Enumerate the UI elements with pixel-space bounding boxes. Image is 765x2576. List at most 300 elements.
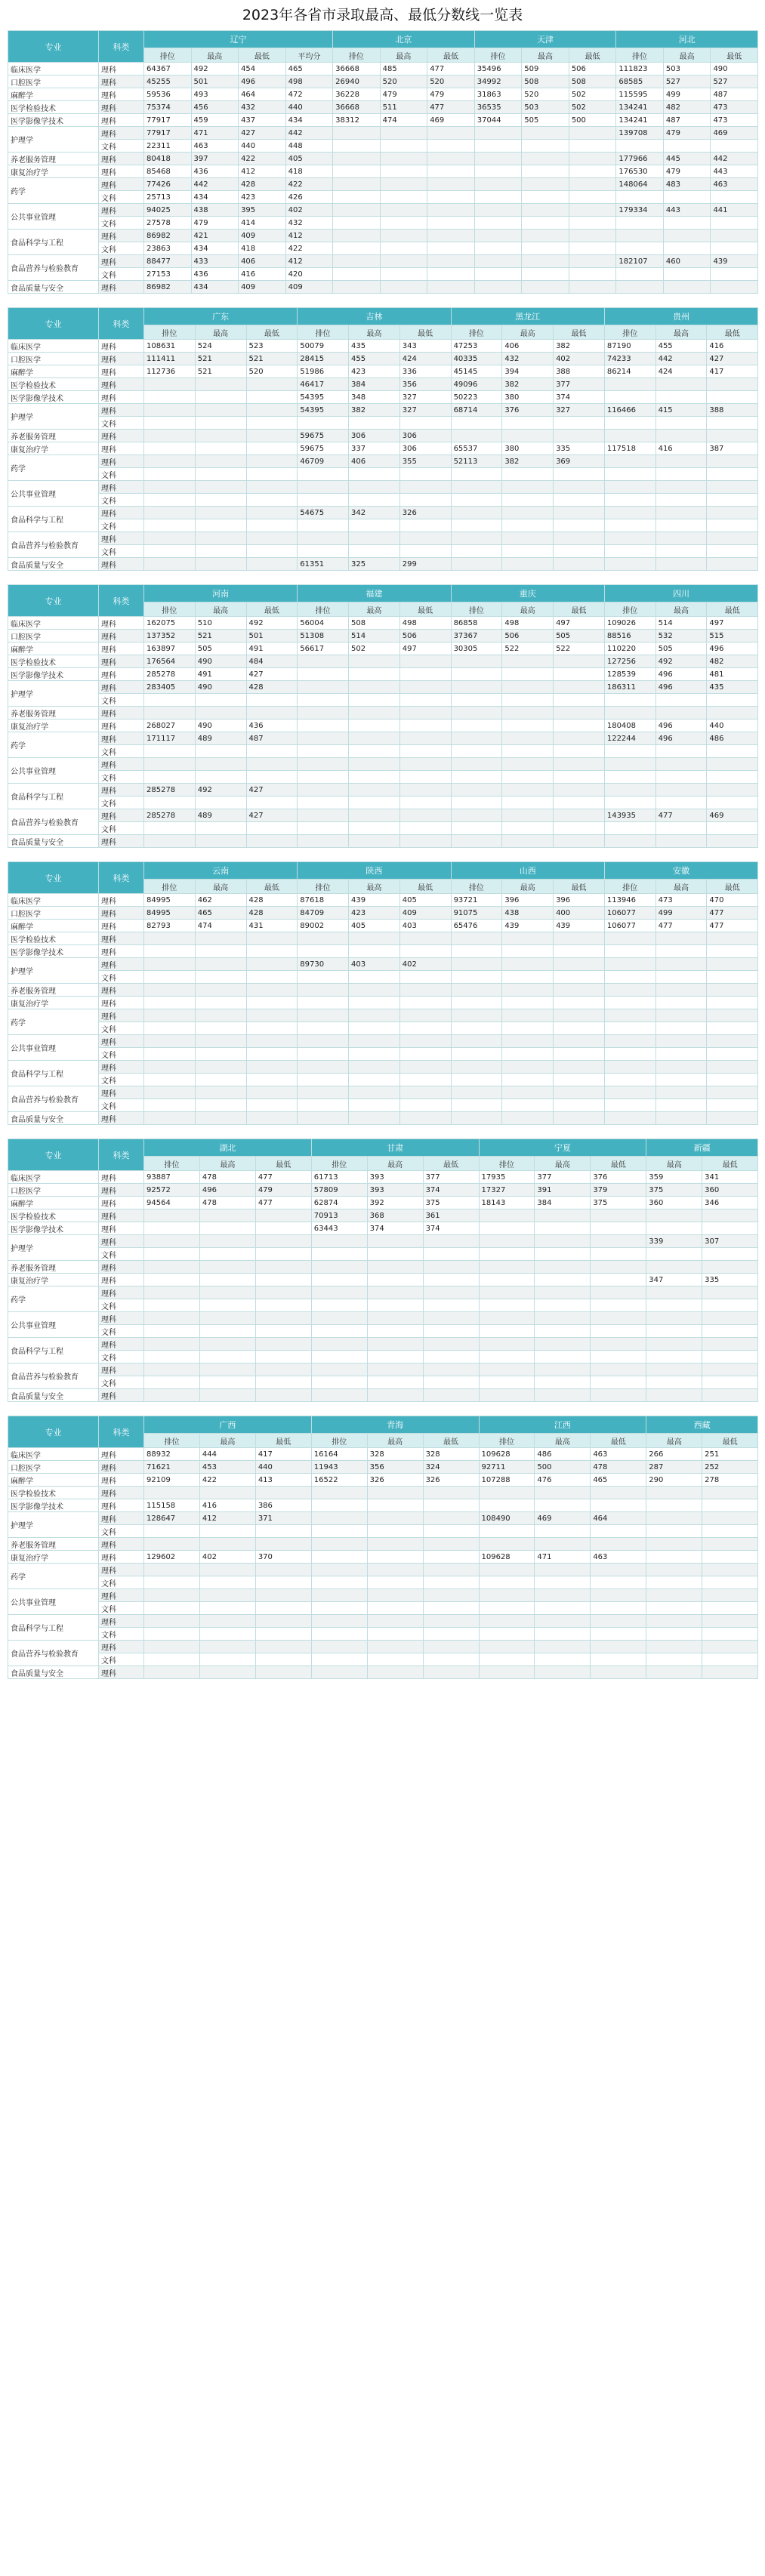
score-cell [702, 1576, 758, 1589]
score-cell: 17327 [479, 1184, 535, 1197]
table-row [8, 165, 758, 178]
score-cell [522, 178, 569, 191]
score-cell: 489 [195, 732, 246, 745]
table-row [8, 281, 758, 294]
score-cell [349, 809, 400, 822]
score-cell [298, 809, 349, 822]
score-cell [479, 1564, 535, 1576]
score-cell [367, 1641, 423, 1653]
score-cell: 36668 [333, 101, 381, 114]
subject-cell: 文科 [99, 1248, 144, 1261]
score-cell: 88477 [144, 255, 192, 268]
score-cell [144, 1022, 196, 1035]
score-cell [591, 1487, 646, 1499]
province-header: 北京 [333, 31, 475, 48]
score-cell: 388 [707, 404, 758, 417]
major-cell: 临床医学 [8, 617, 99, 630]
score-cell [479, 1525, 535, 1538]
province-header: 广东 [144, 308, 298, 325]
score-cell: 361 [423, 1209, 479, 1222]
score-cell [367, 1299, 423, 1312]
score-cell: 59675 [298, 430, 349, 442]
score-cell: 339 [646, 1235, 702, 1248]
score-cell [199, 1564, 255, 1576]
major-header: 专业 [8, 308, 99, 340]
score-cell [474, 204, 522, 217]
score-cell [522, 165, 569, 178]
major-cell: 药学 [8, 455, 99, 481]
table-row [8, 1499, 758, 1512]
score-cell [144, 545, 196, 558]
score-cell [311, 1325, 367, 1338]
score-cell [246, 835, 298, 848]
score-cell [144, 404, 196, 417]
score-cell: 59675 [298, 442, 349, 455]
score-cell [144, 1048, 196, 1061]
score-cell [702, 1589, 758, 1602]
score-cell [255, 1299, 311, 1312]
score-cell [399, 1099, 451, 1112]
score-cell [427, 153, 475, 165]
column-header: 排位 [144, 1434, 200, 1448]
score-cell [199, 1641, 255, 1653]
column-header: 最低 [423, 1157, 479, 1171]
score-cell: 438 [191, 204, 239, 217]
score-cell [569, 204, 616, 217]
score-cell [298, 545, 349, 558]
column-header: 最低 [399, 325, 451, 340]
score-cell: 474 [380, 114, 427, 127]
score-cell: 428 [239, 178, 286, 191]
table-row [8, 242, 758, 255]
score-cell [144, 771, 196, 784]
score-cell [144, 945, 196, 958]
score-cell [255, 1666, 311, 1679]
table-row [8, 745, 758, 758]
score-cell: 384 [349, 378, 400, 391]
subject-cell: 文科 [99, 1325, 144, 1338]
score-cell: 94564 [144, 1197, 200, 1209]
score-cell [554, 694, 605, 707]
score-cell [707, 694, 758, 707]
score-cell: 414 [239, 217, 286, 230]
score-cell: 432 [239, 101, 286, 114]
score-cell [144, 1209, 200, 1222]
score-cell [655, 758, 707, 771]
score-cell: 109026 [604, 617, 655, 630]
table-row [8, 1009, 758, 1022]
score-cell [144, 1641, 200, 1653]
subject-cell: 文科 [99, 191, 144, 204]
score-cell: 65476 [451, 920, 502, 932]
score-cell [554, 468, 605, 481]
major-cell: 药学 [8, 1286, 99, 1312]
score-cell [144, 1222, 200, 1235]
score-cell: 436 [191, 165, 239, 178]
subject-cell: 理科 [99, 230, 144, 242]
score-cell [569, 165, 616, 178]
major-cell: 口腔医学 [8, 353, 99, 365]
score-cell [616, 281, 664, 294]
score-cell [199, 1274, 255, 1286]
score-cell [246, 417, 298, 430]
major-cell: 药学 [8, 178, 99, 204]
score-cell: 134241 [616, 114, 664, 127]
score-cell [535, 1564, 591, 1576]
score-cell: 491 [195, 668, 246, 681]
score-cell [707, 1022, 758, 1035]
score-cell [646, 1576, 702, 1589]
column-header: 平均分 [285, 48, 333, 63]
column-header: 排位 [298, 325, 349, 340]
subject-cell: 理科 [99, 507, 144, 519]
score-cell [502, 997, 554, 1009]
score-cell [711, 230, 758, 242]
score-cell: 477 [427, 63, 475, 75]
score-cell: 61713 [311, 1171, 367, 1184]
score-cell [423, 1653, 479, 1666]
score-cell [298, 835, 349, 848]
score-cell: 377 [423, 1171, 479, 1184]
score-cell [554, 430, 605, 442]
table-row [8, 668, 758, 681]
score-cell [423, 1525, 479, 1538]
score-cell [591, 1525, 646, 1538]
score-cell [702, 1376, 758, 1389]
score-cell: 448 [285, 140, 333, 153]
score-cell: 375 [646, 1184, 702, 1197]
table-row [8, 1022, 758, 1035]
score-cell: 492 [191, 63, 239, 75]
score-cell [646, 1628, 702, 1641]
table-row [8, 1564, 758, 1576]
score-cell: 61351 [298, 558, 349, 571]
table-row [8, 1389, 758, 1402]
score-cell: 87190 [604, 340, 655, 353]
score-cell [195, 494, 246, 507]
table-header-row [8, 31, 758, 48]
table-row [8, 945, 758, 958]
province-header: 江西 [479, 1416, 646, 1434]
score-cell: 360 [646, 1197, 702, 1209]
score-cell [451, 809, 502, 822]
subject-cell: 文科 [99, 242, 144, 255]
score-cell: 514 [655, 617, 707, 630]
province-header: 重庆 [451, 585, 604, 602]
subject-cell: 理科 [99, 1009, 144, 1022]
score-cell: 527 [663, 75, 711, 88]
score-cell [655, 1086, 707, 1099]
major-cell: 临床医学 [8, 1448, 99, 1461]
score-cell [702, 1222, 758, 1235]
score-cell [246, 771, 298, 784]
table-row [8, 114, 758, 127]
table-row [8, 153, 758, 165]
score-cell [451, 997, 502, 1009]
column-header: 排位 [144, 880, 196, 894]
table-row [8, 984, 758, 997]
score-cell [399, 1048, 451, 1061]
score-cell [451, 1009, 502, 1022]
score-cell: 382 [502, 455, 554, 468]
subject-cell: 文科 [99, 1099, 144, 1112]
score-cell [367, 1589, 423, 1602]
score-cell [502, 468, 554, 481]
score-cell [702, 1525, 758, 1538]
score-cell [604, 1022, 655, 1035]
score-cell [144, 378, 196, 391]
score-cell [655, 519, 707, 532]
score-cell [367, 1487, 423, 1499]
score-cell: 87618 [298, 894, 349, 907]
table-row [8, 1551, 758, 1564]
score-cell: 442 [191, 178, 239, 191]
subject-cell: 理科 [99, 894, 144, 907]
score-cell [144, 1389, 200, 1402]
score-cell [195, 442, 246, 455]
score-cell [522, 242, 569, 255]
subject-cell: 文科 [99, 797, 144, 809]
table-row [8, 468, 758, 481]
score-cell [655, 997, 707, 1009]
score-cell [367, 1363, 423, 1376]
score-cell [604, 932, 655, 945]
subject-cell: 理科 [99, 1461, 144, 1474]
score-cell [399, 835, 451, 848]
province-header: 云南 [144, 862, 298, 880]
score-cell [646, 1653, 702, 1666]
score-cell [655, 932, 707, 945]
score-cell [479, 1615, 535, 1628]
score-cell: 37367 [451, 630, 502, 642]
score-cell [246, 1022, 298, 1035]
score-cell [399, 1061, 451, 1074]
score-cell [655, 1022, 707, 1035]
column-header: 排位 [616, 48, 664, 63]
score-cell [311, 1576, 367, 1589]
score-cell [144, 1274, 200, 1286]
score-cell [554, 1074, 605, 1086]
score-cell: 428 [246, 907, 298, 920]
score-cell [199, 1538, 255, 1551]
score-cell: 86858 [451, 617, 502, 630]
score-cell: 17935 [479, 1171, 535, 1184]
score-cell [427, 178, 475, 191]
score-cell [195, 822, 246, 835]
score-cell [535, 1538, 591, 1551]
score-cell: 106077 [604, 920, 655, 932]
score-cell [399, 771, 451, 784]
score-cell [311, 1589, 367, 1602]
score-cell [298, 1061, 349, 1074]
subject-cell: 理科 [99, 945, 144, 958]
column-header: 排位 [311, 1157, 367, 1171]
score-cell [195, 532, 246, 545]
score-cell [702, 1261, 758, 1274]
score-cell: 307 [702, 1235, 758, 1248]
score-cell [655, 784, 707, 797]
score-cell: 402 [399, 958, 451, 971]
subject-cell: 理科 [99, 617, 144, 630]
score-cell [535, 1351, 591, 1363]
subject-cell: 理科 [99, 391, 144, 404]
score-cell [451, 681, 502, 694]
score-cell: 382 [349, 404, 400, 417]
score-cell [451, 655, 502, 668]
score-cell [655, 1035, 707, 1048]
score-cell [367, 1338, 423, 1351]
score-cell [451, 932, 502, 945]
column-header: 排位 [479, 1157, 535, 1171]
score-cell [707, 771, 758, 784]
score-cell [298, 668, 349, 681]
score-cell: 490 [711, 63, 758, 75]
score-cell [646, 1389, 702, 1402]
score-cell [195, 1086, 246, 1099]
score-cell [702, 1653, 758, 1666]
major-cell: 临床医学 [8, 1171, 99, 1184]
score-cell [604, 1009, 655, 1022]
score-cell [246, 1112, 298, 1125]
score-cell [702, 1615, 758, 1628]
score-cell [298, 719, 349, 732]
score-cell: 348 [349, 391, 400, 404]
score-cell [554, 758, 605, 771]
score-cell [591, 1389, 646, 1402]
table-row [8, 140, 758, 153]
score-cell: 23863 [144, 242, 192, 255]
score-cell [380, 127, 427, 140]
score-cell [707, 758, 758, 771]
score-cell [195, 1035, 246, 1048]
score-cell [569, 281, 616, 294]
table-row [8, 455, 758, 468]
score-cell [479, 1235, 535, 1248]
score-cell [333, 230, 381, 242]
score-cell [604, 707, 655, 719]
score-cell: 485 [380, 63, 427, 75]
score-cell: 477 [707, 907, 758, 920]
major-header: 专业 [8, 1416, 99, 1448]
subject-cell: 文科 [99, 519, 144, 532]
score-cell [199, 1338, 255, 1351]
score-cell [367, 1525, 423, 1538]
table-row [8, 707, 758, 719]
score-cell [702, 1325, 758, 1338]
score-cell [144, 1538, 200, 1551]
score-cell [367, 1576, 423, 1589]
subject-header: 科类 [99, 1139, 144, 1171]
score-cell [298, 1048, 349, 1061]
score-cell [604, 835, 655, 848]
table-row [8, 1312, 758, 1325]
score-cell [707, 1009, 758, 1022]
score-cell: 65537 [451, 442, 502, 455]
score-cell: 327 [399, 391, 451, 404]
score-cell: 424 [399, 353, 451, 365]
major-cell: 养老服务管理 [8, 430, 99, 442]
score-cell [569, 217, 616, 230]
score-cell: 472 [285, 88, 333, 101]
column-header: 最高 [502, 602, 554, 617]
score-cell [479, 1376, 535, 1389]
subject-cell: 理科 [99, 1035, 144, 1048]
score-cell [535, 1576, 591, 1589]
table-row [8, 63, 758, 75]
score-cell: 502 [569, 88, 616, 101]
score-cell [707, 545, 758, 558]
score-cell [298, 745, 349, 758]
score-cell [399, 745, 451, 758]
table-row [8, 1351, 758, 1363]
table-row [8, 178, 758, 191]
score-cell [554, 519, 605, 532]
score-cell [604, 1074, 655, 1086]
subject-cell: 理科 [99, 1564, 144, 1576]
score-cell [246, 984, 298, 997]
score-cell: 374 [554, 391, 605, 404]
score-cell [502, 545, 554, 558]
subject-cell: 理科 [99, 1171, 144, 1184]
score-cell: 176564 [144, 655, 196, 668]
score-cell: 405 [399, 894, 451, 907]
score-cell [423, 1261, 479, 1274]
score-cell: 283405 [144, 681, 196, 694]
column-header: 最低 [399, 602, 451, 617]
score-cell: 506 [502, 630, 554, 642]
score-cell [199, 1325, 255, 1338]
score-cell [451, 1099, 502, 1112]
score-cell: 335 [702, 1274, 758, 1286]
score-cell: 490 [195, 719, 246, 732]
score-cell [474, 153, 522, 165]
table-row [8, 1222, 758, 1235]
score-cell: 469 [427, 114, 475, 127]
score-cell [367, 1325, 423, 1338]
score-cell [591, 1363, 646, 1376]
score-cell [349, 822, 400, 835]
score-cell [502, 532, 554, 545]
score-cell [246, 1035, 298, 1048]
score-cell: 455 [349, 353, 400, 365]
score-cell [399, 494, 451, 507]
score-cell: 112736 [144, 365, 196, 378]
score-cell: 479 [663, 127, 711, 140]
score-cell [646, 1351, 702, 1363]
column-header: 最低 [399, 880, 451, 894]
score-cell: 439 [349, 894, 400, 907]
major-cell: 养老服务管理 [8, 1261, 99, 1274]
score-cell [195, 507, 246, 519]
score-cell [298, 997, 349, 1009]
score-cell [349, 797, 400, 809]
table-row [8, 1074, 758, 1086]
score-cell [367, 1538, 423, 1551]
score-cell: 435 [707, 681, 758, 694]
table-row [8, 1448, 758, 1461]
score-cell: 505 [655, 642, 707, 655]
table-row [8, 1628, 758, 1641]
score-cell [604, 1086, 655, 1099]
score-cell: 486 [535, 1448, 591, 1461]
score-cell [246, 1086, 298, 1099]
major-cell: 麻醉学 [8, 920, 99, 932]
score-cell: 506 [399, 630, 451, 642]
score-cell [195, 694, 246, 707]
score-cell [707, 468, 758, 481]
table-row [8, 1197, 758, 1209]
score-cell: 443 [711, 165, 758, 178]
